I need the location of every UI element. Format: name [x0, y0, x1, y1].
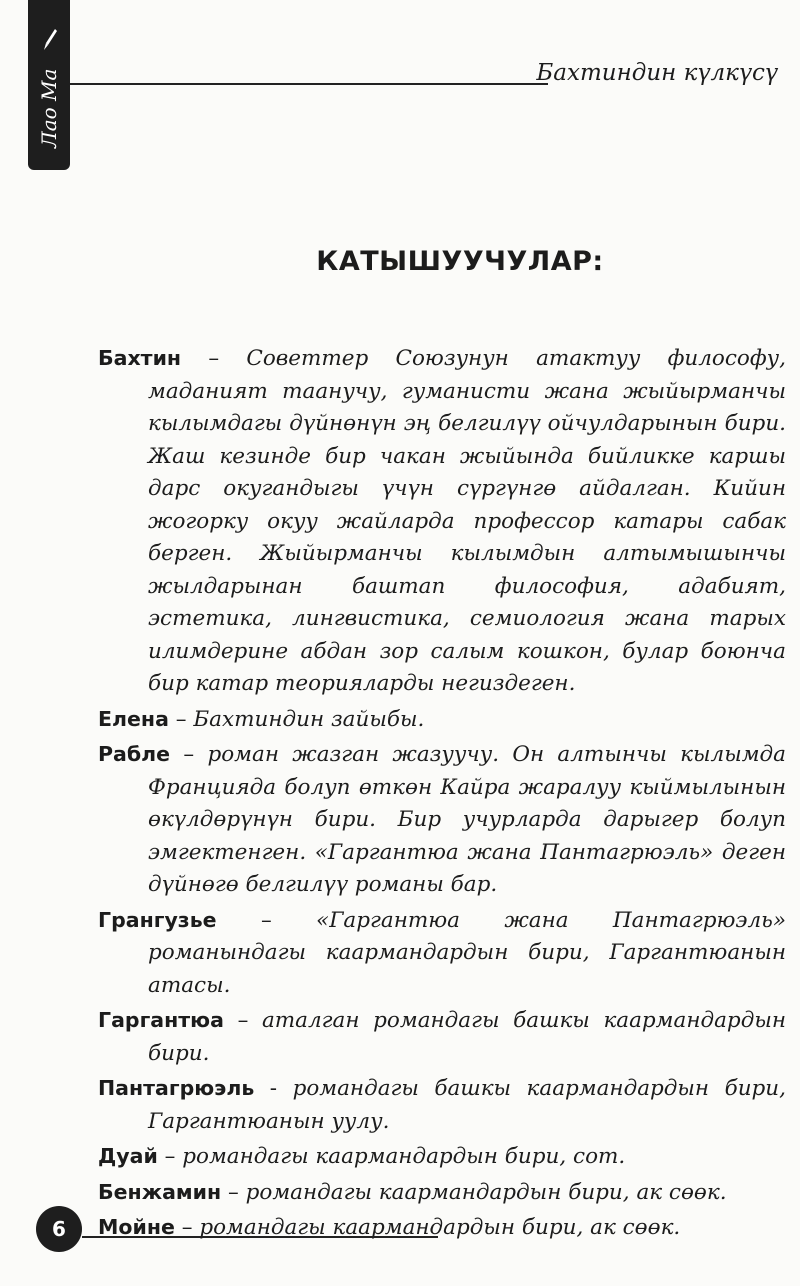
character-entry: Елена – Бахтиндин зайыбы. — [98, 706, 425, 732]
character-entry: Мойне – романдагы каармандардын бири, ак сөөк. — [98, 1215, 681, 1240]
side-tab — [28, 0, 70, 170]
character-entry: Рабле – роман жазган жазуучу. Он алтынчы кылымда Францияда болуп өткөн Кайра жаралуу кыймылынын өкүлдөрүнүн бири. Бир учурларда дарыгер болуп эмгектенген. «Гаргантюа жана Пантагрюэль» деген дүйнөгө белгилүү романы бар. — [98, 742, 787, 897]
header-rule — [70, 83, 548, 85]
character-description: романдагы каармандардын бири, сот. — [182, 1144, 626, 1169]
character-entry: Грангузье – «Гаргантюа жана Пантагрюэль» романындагы каармандардын бири, Гаргантюанын атасы. — [98, 907, 787, 998]
character-description: аталган романдагы башкы каармандардын бири. — [148, 1008, 786, 1066]
character-description: романдагы каармандардын бири, ак сөөк. — [245, 1179, 727, 1205]
character-entry: Бахтин – Советтер Союзунун атактуу философу, маданият таанучу, гуманисти жана жыйырманчы кылымдагы дүйнөнүн эң белгилүү ойчулдарынын бири. Жаш кезинде бир чакан жыйында бийликке каршы дарс окугандыгы үчүн сүргүнгө айдалган. Кийин жогорку окуу жайларда профессор катары сабак берген. Жыйырманчы кылымдын алтымышынчы жылдарынан баштап философия, адабият, эстетика, лингвистика, семиология жана тарых илимдерине абдан зор салым кошкон, булар боюнча бир катар теорияларды негиздеген. — [98, 346, 786, 696]
character-entry: Бенжамин – романдагы каармандардын бири, ак сөөк. — [98, 1179, 727, 1205]
character-description: «Гаргантюа жана Пантагрюэль» романындагы каармандардын бири, Гаргантюанын атасы. — [148, 907, 787, 998]
character-description: романдагы башкы каармандардын бири, Гаргантюанын уулу. — [148, 1076, 786, 1134]
character-name: Бенжамин — [98, 1179, 222, 1204]
character-description: роман жазган жазуучу. Он алтынчы кылымда Францияда болуп өткөн Кайра жаралуу кыймылынын өкүлдөрүнүн бири. Бир учурларда дарыгер болуп эмгектенген. «Гаргантюа жана Пантагрюэль» деген дүйнөгө белгилүү романы бар. — [148, 742, 787, 897]
character-description: Бахтиндин зайыбы. — [193, 706, 425, 732]
character-name: Пантагрюэль — [98, 1076, 255, 1100]
running-title: Бахтиндин күлкүсү — [536, 60, 778, 86]
character-name: Рабле — [98, 742, 171, 766]
footer-rule — [82, 1236, 438, 1238]
character-description: романдагы каармандардын бири, ак сөөк. — [199, 1215, 681, 1240]
page-number: 6 — [36, 1206, 82, 1252]
character-name: Елена — [98, 706, 169, 731]
character-list — [98, 342, 786, 1247]
character-name: Мойне — [98, 1215, 175, 1239]
character-name: Дуай — [98, 1144, 158, 1168]
character-name: Бахтин — [98, 346, 182, 370]
character-description: Советтер Союзунун атактуу философу, маданият таанучу, гуманисти жана жыйырманчы кылымдагы дүйнөнүн эң белгилүү ойчулдарынын бири. Жаш кезинде бир чакан жыйында бийликке каршы дарс окугандыгы үчүн сүргүнгө айдалган. Кийин жогорку окуу жайларда профессор катары сабак берген. Жыйырманчы кылымдын алтымышынчы жылдарынан баштап философия, адабият, эстетика, лингвистика, семиология жана тарых илимдерине абдан зор салым кошкон, булар боюнча бир катар теорияларды негиздеген. — [148, 346, 786, 696]
character-name: Гаргантюа — [98, 1008, 224, 1032]
side-tab-label: Лао Ма — [37, 68, 61, 148]
character-entry: Дуай – романдагы каармандардын бири, сот. — [98, 1144, 626, 1169]
character-entry: Гаргантюа – аталган романдагы башкы каармандардын бири. — [98, 1008, 786, 1066]
page-title: КАТЫШУУЧУЛАР: — [316, 246, 604, 277]
character-entry: Пантагрюэль - романдагы башкы каармандардын бири, Гаргантюанын уулу. — [98, 1076, 786, 1134]
character-name: Грангузье — [98, 907, 217, 932]
